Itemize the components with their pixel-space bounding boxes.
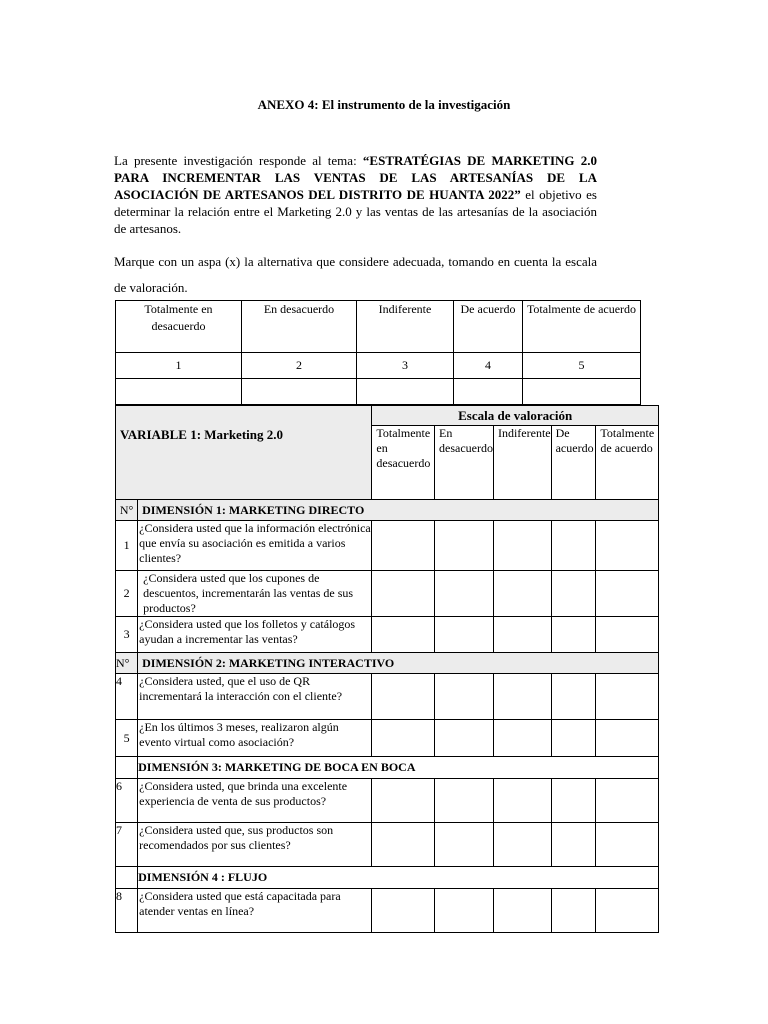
num-header: N°: [116, 653, 138, 674]
answer-cell[interactable]: [435, 521, 494, 571]
intro-prefix: La presente investigación responde al tema:: [114, 153, 363, 168]
answer-cell[interactable]: [551, 617, 596, 653]
document-title: ANEXO 4: El instrumento de la investigación: [257, 97, 511, 112]
answer-cell[interactable]: [372, 617, 435, 653]
answer-cell[interactable]: [435, 889, 494, 933]
item-number: 3: [116, 617, 138, 653]
column-header: Totalmente de acuerdo: [596, 426, 659, 500]
answer-cell[interactable]: [551, 889, 596, 933]
answer-cell[interactable]: [551, 779, 596, 823]
item-number: 1: [116, 521, 138, 571]
item-number: 8: [116, 889, 138, 933]
scale-value: 2: [242, 353, 357, 379]
answer-cell[interactable]: [372, 720, 435, 757]
question-text: ¿Considera usted, que el uso de QR incrementará la interacción con el cliente?: [138, 674, 372, 720]
scale-label: De acuerdo: [454, 301, 523, 353]
intro-suffix: el objetivo es determinar la relación entre el Marketing 2.0 y las ventas de las artesanías de la asociación de artesanos.: [114, 187, 597, 236]
dimension-title: DIMENSIÓN 3: MARKETING DE BOCA EN BOCA: [138, 757, 659, 779]
answer-cell[interactable]: [435, 720, 494, 757]
dimension-title: DIMENSIÓN 2: MARKETING INTERACTIVO: [138, 653, 659, 674]
variable-title: VARIABLE 1: Marketing 2.0: [120, 426, 283, 442]
scale-blank-cell[interactable]: [242, 379, 357, 405]
answer-cell[interactable]: [596, 521, 659, 571]
item-number: 7: [116, 823, 138, 867]
answer-cell[interactable]: [493, 674, 551, 720]
answer-cell[interactable]: [493, 521, 551, 571]
scale-value: 5: [523, 353, 641, 379]
item-number: 2: [116, 571, 138, 617]
answer-cell[interactable]: [551, 521, 596, 571]
answer-cell[interactable]: [493, 720, 551, 757]
dimension-title: DIMENSIÓN 1: MARKETING DIRECTO: [138, 500, 659, 521]
question-text: ¿Considera usted que los cupones de descuentos, incrementarán las ventas de sus productos?: [138, 571, 372, 617]
scale-value: 1: [116, 353, 242, 379]
scale-value: 3: [357, 353, 454, 379]
scale-blank-cell[interactable]: [454, 379, 523, 405]
num-header: [116, 757, 138, 779]
dimension-title: DIMENSIÓN 4 : FLUJO: [138, 867, 659, 889]
answer-cell[interactable]: [372, 779, 435, 823]
answer-cell[interactable]: [596, 779, 659, 823]
answer-cell[interactable]: [372, 521, 435, 571]
answer-cell[interactable]: [435, 674, 494, 720]
column-header: Indiferente: [493, 426, 551, 500]
intro-paragraph: [114, 152, 597, 237]
item-number: 6: [116, 779, 138, 823]
question-text: ¿Considera usted que la información electrónica que envía su asociación es emitida a varios clientes?: [138, 521, 372, 571]
num-header: [116, 867, 138, 889]
question-text: ¿Considera usted, que brinda una excelente experiencia de venta de sus productos?: [138, 779, 372, 823]
answer-cell[interactable]: [596, 674, 659, 720]
answer-cell[interactable]: [493, 779, 551, 823]
question-text: ¿Considera usted que, sus productos son recomendados por sus clientes?: [138, 823, 372, 867]
scale-label: Totalmente de acuerdo: [523, 301, 641, 353]
answer-cell[interactable]: [372, 889, 435, 933]
item-number: 5: [116, 720, 138, 757]
answer-cell[interactable]: [372, 823, 435, 867]
answer-cell[interactable]: [551, 674, 596, 720]
column-header: Totalmente en desacuerdo: [372, 426, 435, 500]
column-header: De acuerdo: [551, 426, 596, 500]
survey-table: [115, 405, 659, 933]
question-text: ¿Considera usted que los folletos y catálogos ayudan a incrementar las ventas?: [138, 617, 372, 653]
answer-cell[interactable]: [493, 823, 551, 867]
scale-blank-cell[interactable]: [116, 379, 242, 405]
scale-label: Indiferente: [357, 301, 454, 353]
item-number: 4: [116, 674, 138, 720]
question-text: ¿Considera usted que está capacitada para atender ventas en línea?: [138, 889, 372, 933]
answer-cell[interactable]: [551, 720, 596, 757]
answer-cell[interactable]: [493, 617, 551, 653]
answer-cell[interactable]: [596, 617, 659, 653]
answer-cell[interactable]: [493, 571, 551, 617]
scale-value: 4: [454, 353, 523, 379]
scale-blank-cell[interactable]: [357, 379, 454, 405]
answer-cell[interactable]: [551, 823, 596, 867]
answer-cell[interactable]: [435, 779, 494, 823]
answer-cell[interactable]: [596, 823, 659, 867]
research-topic: “ESTRATÉGIAS DE MARKETING 2.0 PARA INCREMENTAR LAS VENTAS DE LAS ARTESANÍAS DE LA ASOCIACIÓN DE ARTESANOS DEL DISTRITO DE HUANTA 2022”: [114, 153, 597, 202]
answer-cell[interactable]: [596, 889, 659, 933]
answer-cell[interactable]: [435, 617, 494, 653]
answer-cell[interactable]: [435, 823, 494, 867]
question-text: ¿En los últimos 3 meses, realizaron algún evento virtual como asociación?: [138, 720, 372, 757]
instruction-text: Marque con un aspa (x) la alternativa que considere adecuada, tomando en cuenta la escala de valoración.: [114, 254, 597, 295]
answer-cell[interactable]: [435, 571, 494, 617]
scale-label: En desacuerdo: [242, 301, 357, 353]
answer-cell[interactable]: [372, 571, 435, 617]
answer-cell[interactable]: [551, 571, 596, 617]
scale-header: Escala de valoración: [372, 406, 659, 426]
rating-scale-table: [115, 300, 641, 405]
scale-label: Totalmente en desacuerdo: [116, 301, 242, 353]
scale-blank-cell[interactable]: [523, 379, 641, 405]
column-header: En desacuerdo: [435, 426, 494, 500]
answer-cell[interactable]: [372, 674, 435, 720]
answer-cell[interactable]: [596, 571, 659, 617]
answer-cell[interactable]: [596, 720, 659, 757]
answer-cell[interactable]: [493, 889, 551, 933]
num-header: N°: [116, 500, 138, 521]
